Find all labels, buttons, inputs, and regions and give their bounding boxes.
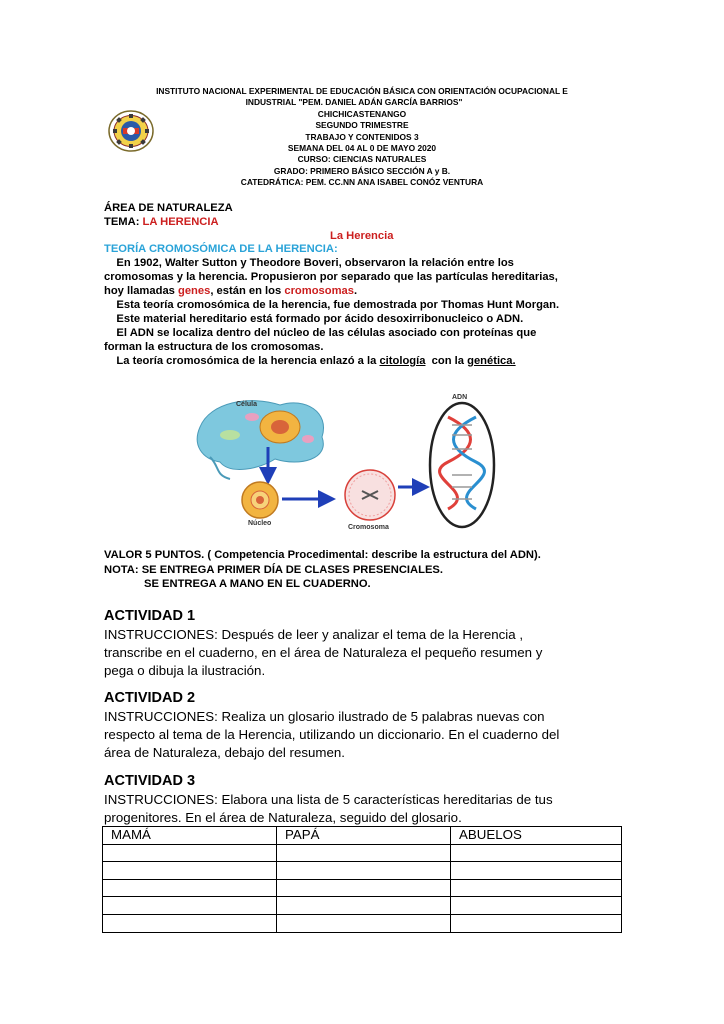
cell-shape: [197, 401, 323, 470]
header-line-3: CHICHICASTENANGO: [317, 109, 407, 119]
header-line-2: INDUSTRIAL "PEM. DANIEL ADÁN GARCÍA BARRIOS": [245, 97, 463, 107]
center-title: La Herencia: [330, 230, 394, 242]
para1-line2: cromosomas y la herencia. Propusieron por separado que las partículas hereditarias,: [104, 271, 558, 283]
table-cell: [103, 844, 277, 862]
activity-3-line-1: INSTRUCCIONES: Elabora una lista de 5 características hereditarias de tus: [104, 792, 553, 807]
label-adn: ADN: [452, 394, 468, 401]
header-mama: MAMÁ: [103, 827, 277, 845]
nota-line-2: SE ENTREGA A MANO EN EL CUADERNO.: [144, 578, 371, 590]
header-line-1: INSTITUTO NACIONAL EXPERIMENTAL DE EDUCACIÓN BÁSICA CON ORIENTACIÓN OCUPACIONAL E: [156, 86, 568, 96]
table-body: [103, 844, 622, 932]
header-line-6: SEMANA DEL 04 AL 0 DE MAYO 2020: [287, 143, 437, 153]
para5: [104, 354, 516, 368]
activity-1-line-1: INSTRUCCIONES: Después de leer y analizar el tema de la Herencia ,: [104, 627, 524, 642]
header-papa: PAPÁ: [277, 827, 451, 845]
activity-3-line-2: progenitores. En el área de Naturaleza, seguido del glosario.: [104, 810, 462, 826]
section-title: TEORÍA CROMOSÓMICA DE LA HERENCIA:: [104, 243, 338, 255]
activity-2-text: [104, 708, 624, 763]
cromosomas-term: cromosomas: [284, 285, 354, 297]
label-nucleo: Núcleo: [248, 520, 272, 527]
para1-text-e: .: [353, 285, 358, 297]
tema-label: TEMA:: [104, 216, 143, 228]
table-row: [103, 879, 622, 897]
para5-text-a: La teoría cromosómica de la herencia enlazó a la: [104, 355, 380, 367]
activity-1-line-2: transcribe en el cuaderno, en el área de Naturaleza el pequeño resumen y: [104, 645, 543, 661]
table-cell: [277, 879, 451, 897]
tema-value: LA HERENCIA: [142, 216, 219, 228]
table-cell: [277, 897, 451, 915]
table-cell: [277, 862, 451, 880]
hereditary-traits-table: [102, 826, 622, 933]
dna-ellipse: [430, 403, 494, 527]
citologia-term: citología: [379, 355, 426, 367]
genes-term: genes: [178, 285, 211, 297]
genetica-term: genética.: [467, 355, 516, 367]
table-cell: [451, 897, 622, 915]
table-row: [103, 914, 622, 932]
table-cell: [103, 914, 277, 932]
table-cell: [103, 897, 277, 915]
para1-text-a: hoy llamadas: [104, 285, 178, 297]
activity-1-title: ACTIVIDAD 1: [104, 608, 196, 624]
para2: Esta teoría cromosómica de la herencia, fue demostrada por Thomas Hunt Morgan.: [104, 299, 560, 311]
header-line-5: TRABAJO Y CONTENIDOS 3: [305, 132, 419, 142]
header-line-8: GRADO: PRIMERO BÁSICO SECCIÓN A y B.: [273, 166, 451, 176]
para5-text-c: con la: [425, 355, 468, 367]
label-celula: Célula: [236, 401, 258, 408]
activity-2-line-3: área de Naturaleza, debajo del resumen.: [104, 745, 345, 761]
para4-line1: El ADN se localiza dentro del núcleo de las células asociado con proteínas que: [104, 327, 537, 339]
table-cell: [103, 862, 277, 880]
para3: Este material hereditario está formado por ácido desoxirribonucleico o ADN.: [104, 313, 524, 325]
nota-line: NOTA: SE ENTREGA PRIMER DÍA DE CLASES PRESENCIALES.: [104, 564, 443, 576]
heredity-illustration: [190, 387, 520, 530]
para1-line1: En 1902, Walter Sutton y Theodore Boveri, observaron la relación entre los: [104, 257, 514, 269]
activity-2-line-2: respecto al tema de la Herencia, utilizando un diccionario. En el cuaderno del: [104, 727, 560, 743]
table-cell: [451, 879, 622, 897]
table-header-row: [103, 827, 622, 845]
header-line-9: CATEDRÁTICA: PEM. CC.NN ANA ISABEL CONÓZ VENTURA: [240, 177, 484, 187]
para1-text-c: , están en los: [210, 285, 285, 297]
table-cell: [277, 844, 451, 862]
activity-2-line-1: INSTRUCCIONES: Realiza un glosario ilustrado de 5 palabras nuevas con: [104, 709, 545, 724]
table-row: [103, 897, 622, 915]
header-line-7: CURSO: CIENCIAS NATURALES: [297, 154, 427, 164]
table-cell: [451, 914, 622, 932]
activity-3-title: ACTIVIDAD 3: [104, 773, 196, 789]
valor-line: VALOR 5 PUNTOS. ( Competencia Procedimental: describe la estructura del ADN).: [104, 549, 541, 561]
header-abuelos: ABUELOS: [451, 827, 622, 845]
table-row: [103, 862, 622, 880]
header-line-4: SEGUNDO TRIMESTRE: [315, 120, 409, 130]
activity-3-text: [104, 791, 624, 827]
table-cell: [451, 862, 622, 880]
table-cell: [277, 914, 451, 932]
school-logo: [107, 109, 155, 153]
label-cromosoma: Cromosoma: [348, 524, 389, 530]
para4-line2: forman la estructura de los cromosomas.: [104, 341, 324, 353]
table-cell: [103, 879, 277, 897]
table-cell: [451, 844, 622, 862]
tema-heading: [104, 215, 219, 229]
table-row: [103, 844, 622, 862]
activity-1-line-3: pega o dibuja la ilustración.: [104, 663, 266, 679]
area-label: ÁREA DE NATURALEZA: [104, 202, 233, 214]
para1-line3: [104, 284, 357, 298]
activity-2-title: ACTIVIDAD 2: [104, 690, 196, 706]
activity-1-text: [104, 626, 624, 681]
